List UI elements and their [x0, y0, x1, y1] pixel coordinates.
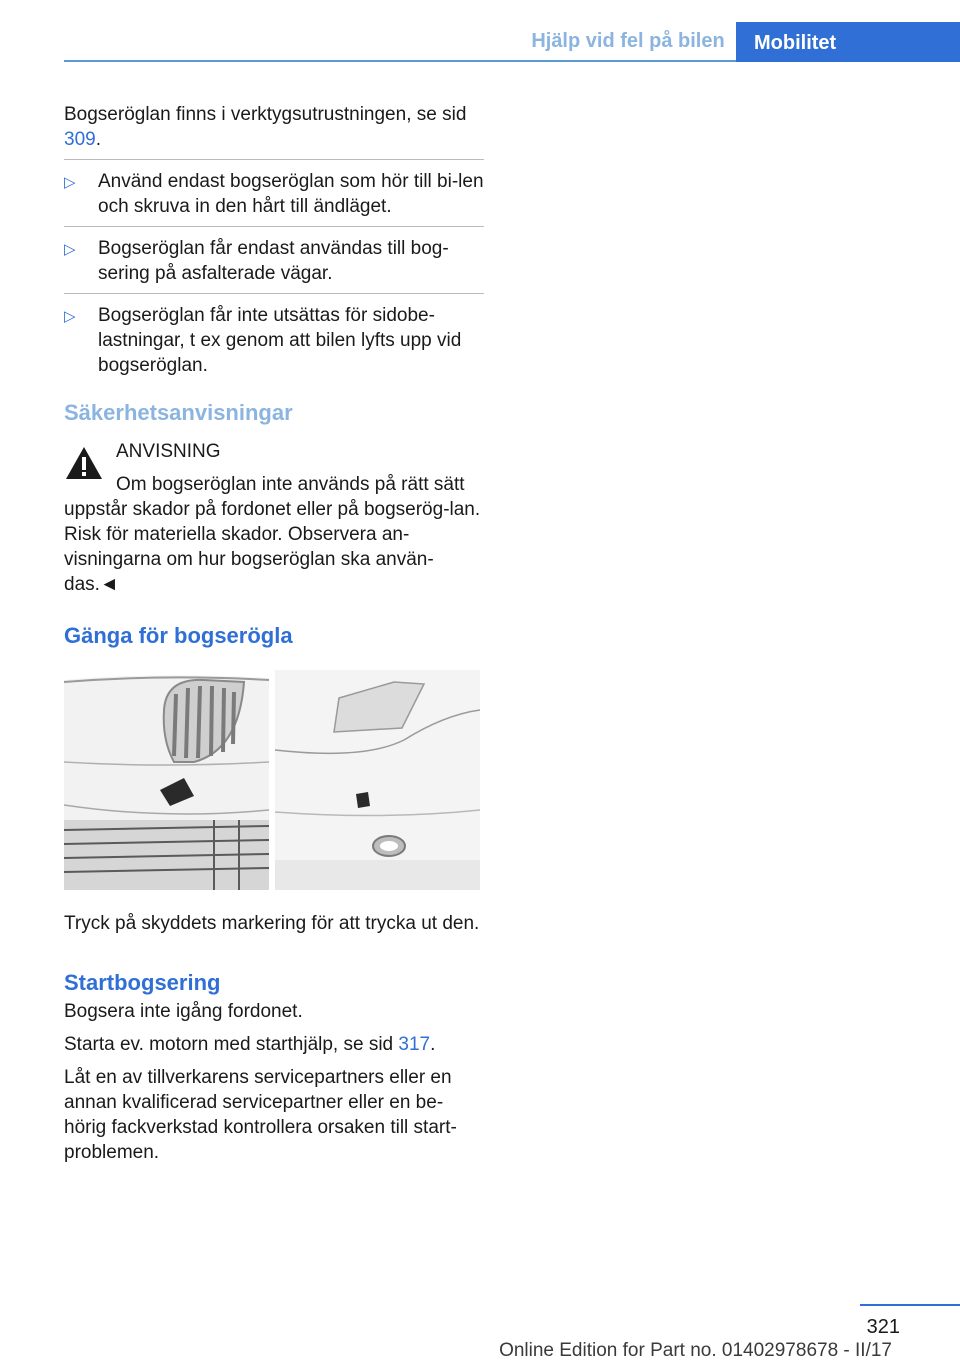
- page-link-309[interactable]: 309: [64, 129, 96, 150]
- intro-text: Bogseröglan finns i verktygsutrustningen, se sid: [64, 104, 467, 125]
- start-paragraph-2: [64, 1032, 484, 1057]
- intro-paragraph: [64, 102, 484, 152]
- page-number: 321: [866, 1316, 900, 1338]
- start-paragraph-3: Låt en av tillverkarens servicepartners eller en annan kvalificerad servicepartner eller en be‐hörig fackverkstad kontrollera orsaken till start‐problemen.: [64, 1067, 457, 1163]
- bullet-item: [64, 236, 484, 286]
- intro-end: .: [95, 129, 101, 150]
- bullet-triangle-icon: ▷: [64, 241, 76, 258]
- start-paragraph-2-end: .: [430, 1034, 436, 1055]
- header-chapter-tab: Mobilitet: [736, 22, 960, 62]
- main-content: [64, 102, 484, 1165]
- bullet-text: Använd endast bogseröglan som hör till bi‐len och skruva in den hårt till ändläget.: [98, 171, 484, 217]
- header-section-title: Hjälp vid fel på bilen: [531, 30, 725, 52]
- bullet-separator: [64, 293, 484, 294]
- thread-caption: Tryck på skyddets markering för att trycka ut den.: [64, 913, 480, 934]
- bullet-separator: [64, 159, 484, 160]
- bullet-item: [64, 169, 484, 219]
- start-heading: Startbogsering: [64, 970, 221, 995]
- bullet-separator: [64, 226, 484, 227]
- safety-heading: Säkerhetsanvisningar: [64, 400, 293, 425]
- warning-block: [64, 439, 484, 597]
- warning-title: ANVISNING: [116, 441, 221, 462]
- warning-body: Om bogseröglan inte används på rätt sätt uppstår skador på fordonet eller på bogserög‐lan. Risk för materiella skador. Observera an‐visningarna om hur bogseröglan ska använ‐das.◄: [64, 474, 481, 595]
- edition-footer: Online Edition for Part no. 01402978678 - II/17: [499, 1340, 892, 1361]
- thread-heading: Gänga för bogserögla: [64, 623, 293, 648]
- bullet-text: Bogseröglan får inte utsättas för sidobe‐lastningar, t ex genom att bilen lyfts upp vid bogseröglan.: [98, 305, 462, 376]
- footer-rule: [860, 1304, 960, 1306]
- bullet-triangle-icon: ▷: [64, 174, 76, 191]
- bullet-text: Bogseröglan får endast användas till bog‐sering på asfalterade vägar.: [98, 238, 449, 284]
- bullet-item: [64, 303, 484, 378]
- start-paragraph-1: Bogsera inte igång fordonet.: [64, 1001, 303, 1022]
- start-paragraph-2-text: Starta ev. motorn med starthjälp, se sid: [64, 1034, 399, 1055]
- page-link-317[interactable]: 317: [398, 1034, 431, 1055]
- bullet-triangle-icon: ▷: [64, 308, 76, 325]
- warning-triangle-icon: [64, 445, 104, 481]
- bumper-illustration: [64, 670, 480, 890]
